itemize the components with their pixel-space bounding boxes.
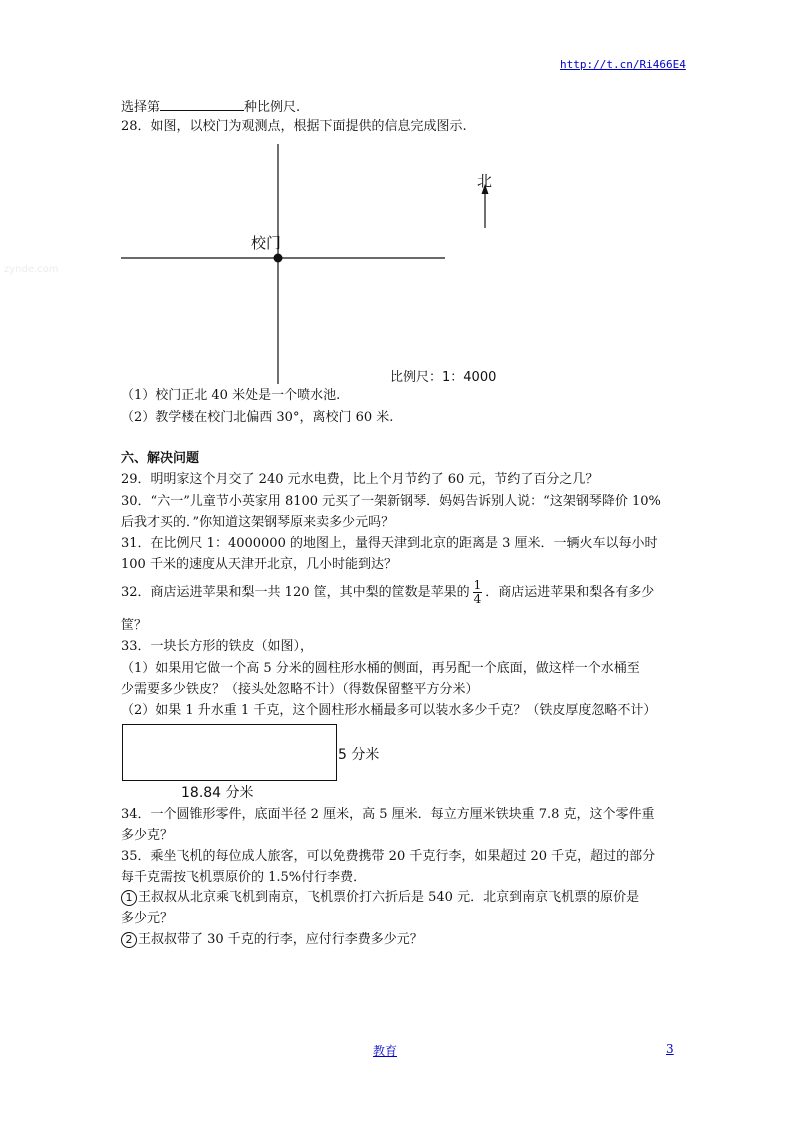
circled-number-2: 2 (121, 932, 137, 948)
q35-sub2-text: 王叔叔带了 30 千克的行李，应付行李费多少元？ (138, 932, 423, 947)
q27-suffix: 种比例尺. (244, 100, 301, 115)
q28-item2: （2）教学楼在校门北偏西 30°，离校门 60 米. (121, 410, 394, 425)
section6-title: 六、解决问题 (121, 451, 200, 466)
q35-sub2-line1 (121, 932, 423, 948)
q34-line1: 34．一个圆锥形零件，底面半径 2 厘米，高 5 厘米．每立方厘米铁块重 7.8 克，这个零件重 (121, 807, 655, 822)
q32-line2: 筐？ (121, 618, 148, 633)
rect-height-label: 5 分米 (338, 747, 380, 763)
q35-sub1-text: 王叔叔从北京乘飞机到南京，飞机票价打六折后是 540 元．北京到南京飞机票的原价是 (138, 890, 640, 905)
q35-sub1-line1 (121, 890, 639, 906)
fraction-numerator: 1 (473, 578, 482, 592)
school-gate-point (274, 254, 283, 263)
footer-link[interactable]: 教育 (373, 1044, 398, 1058)
q27-tail (121, 98, 300, 116)
circled-number-1: 1 (121, 890, 137, 906)
q35-line2: 每千克需按飞机票原价的 1.5%付行李费． (121, 870, 367, 885)
q27-prefix: 选择第 (121, 100, 161, 115)
q32-line1 (121, 579, 654, 606)
q33-line3: 少需要多少铁皮？（接头处忽略不计）（得数保留整平方分米） (121, 682, 479, 697)
q33-line2: （1）如果用它做一个高 5 分米的圆柱形水桶的侧面，再另配一个底面，做这样一个水桶至 (121, 661, 640, 676)
q28-item1: （1）校门正北 40 米处是一个喷水池. (121, 388, 341, 403)
q32-part1: 32．商店运进苹果和梨一共 120 筐，其中梨的筐数是苹果的 (121, 585, 470, 600)
q30-line1: 30．“六一”儿童节小英家用 8100 元买了一架新钢琴．妈妈告诉别人说：“这架钢琴降价 10% (121, 494, 661, 509)
page-number: 3 (666, 1042, 674, 1056)
rect-width-label: 18.84 分米 (181, 785, 254, 801)
north-label: 北 (477, 172, 493, 190)
q35-sub1-line2: 多少元？ (121, 911, 174, 926)
fraction (473, 579, 483, 606)
q34-line2: 多少克？ (121, 828, 174, 843)
answer-blank (160, 98, 244, 111)
origin-label: 校门 (251, 234, 282, 252)
q30-line2: 后我才买的．”你知道这架钢琴原来卖多少元吗？ (121, 515, 395, 530)
q31-line2: 100 千米的速度从天津开北京，几小时能到达？ (121, 557, 397, 572)
watermark: zynde.com (4, 264, 59, 275)
q33-line4: （2）如果 1 升水重 1 千克，这个圆柱形水桶最多可以装水多少千克？（铁皮厚度忽略不计） (121, 703, 657, 718)
scale-label: 比例尺：1：4000 (390, 370, 497, 385)
q33-line1: 33．一块长方形的铁皮（如图）， (121, 639, 314, 654)
q35-line1: 35．乘坐飞机的每位成人旅客，可以免费携带 20 千克行李，如果超过 20 千克，超过的部分 (121, 849, 656, 864)
iron-sheet-rectangle (122, 724, 337, 781)
q29: 29．明明家这个月交了 240 元水电费，比上个月节约了 60 元，节约了百分之几？ (121, 472, 599, 487)
q28-diagram (118, 140, 508, 390)
fraction-denominator: 4 (473, 592, 482, 606)
q32-part2: ．商店运进苹果和梨各有多少 (485, 585, 655, 600)
q31-line1: 31．在比例尺 1：4000000 的地图上，量得天津到北京的距离是 3 厘米．一辆火车以每小时 (121, 536, 658, 551)
header-url-link[interactable]: http://t.cn/Ri466E4 (560, 58, 686, 71)
q28-text: 28．如图，以校门为观测点，根据下面提供的信息完成图示. (121, 119, 467, 134)
